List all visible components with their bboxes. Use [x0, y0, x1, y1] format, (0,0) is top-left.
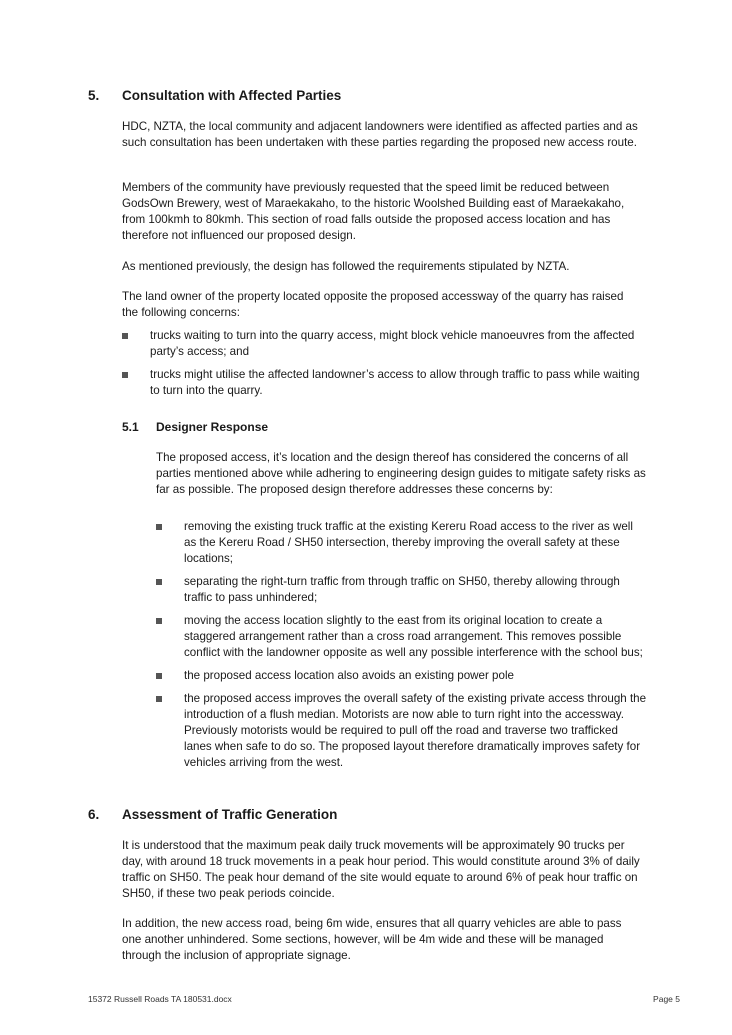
concerns-list [122, 328, 646, 406]
list-item: moving the access location slightly to the east from its original location to create a staggered arrangement rather than a cross road arrangement. This removes possible conflict with the landowner opposite as well any possible interference with the school bus; [156, 613, 648, 661]
list-item: the proposed access improves the overall safety of the existing private access through the introduction of a flush median. Motorists are now able to turn right into the accessway. Previously motorists would be required to pull off the road and traverse two trafficked lanes when safe to do so. The proposed layout therefore dramatically improves safety for vehicles arriving from the west. [156, 691, 648, 771]
section-6-paragraph-2: In addition, the new access road, being 6m wide, ensures that all quarry vehicles are able to pass one another unhindered. Some sections, however, will be 4m wide and these will be managed through the inclusion of appropriate signage. [122, 917, 622, 962]
section-5-paragraph-4: The land owner of the property located opposite the proposed accessway of the quarry has raised the following concerns: [122, 290, 624, 319]
list-item: the proposed access location also avoids an existing power pole [156, 668, 648, 684]
footer-page-number: Page 5 [653, 994, 680, 1004]
section-5-paragraph-2: Members of the community have previously requested that the speed limit be reduced between GodsOwn Brewery, west of Maraekakaho, to the historic Woolshed Building east of Maraekakaho, from 100kmh to 80kmh. This section of road falls outside the proposed access location and has therefore not influenced our proposed design. [122, 181, 625, 242]
section-5-heading [88, 88, 341, 103]
bullet-square-icon [156, 618, 162, 624]
section-5-number: 5. [88, 88, 100, 103]
section-6-title: Assessment of Traffic Generation [122, 807, 338, 822]
bullet-square-icon [156, 696, 162, 702]
section-5-paragraph-1: HDC, NZTA, the local community and adjacent landowners were identified as affected parties and as such consultation has been undertaken with these parties regarding the proposed new access route. [122, 120, 638, 149]
section-5-1-title: Designer Response [156, 420, 269, 434]
section-5-title: Consultation with Affected Parties [122, 88, 342, 103]
section-5-1-heading [122, 420, 268, 434]
section-6-heading [88, 807, 337, 822]
bullet-square-icon [122, 333, 128, 339]
section-5-1-intro: The proposed access, it’s location and the design thereof has considered the concerns of all parties mentioned above while adhering to engineering design guides to mitigate safety risks as far as possible. The proposed design therefore addresses these concerns by: [156, 451, 646, 496]
list-item: separating the right-turn traffic from through traffic on SH50, thereby allowing through traffic to pass unhindered; [156, 574, 648, 606]
list-item: trucks waiting to turn into the quarry access, might block vehicle manoeuvres from the affected party’s access; and [122, 328, 646, 360]
section-5-1-number: 5.1 [122, 420, 139, 434]
bullet-square-icon [156, 579, 162, 585]
bullet-square-icon [156, 524, 162, 530]
list-item: trucks might utilise the affected landowner’s access to allow through traffic to pass while waiting to turn into the quarry. [122, 367, 646, 399]
bullet-square-icon [122, 372, 128, 378]
bullet-square-icon [156, 673, 162, 679]
section-6-paragraph-1: It is understood that the maximum peak daily truck movements will be approximately 90 trucks per day, with around 18 truck movements in a peak hour period. This would constitute around 3% of daily traffic on SH50. The peak hour demand of the site would equate to around 6% of peak hour traffic on SH50, if these two peak periods coincide. [122, 839, 640, 900]
section-6-number: 6. [88, 807, 100, 822]
list-item: removing the existing truck traffic at the existing Kereru Road access to the river as well as the Kereru Road / SH50 intersection, thereby improving the overall safety at these locations; [156, 519, 648, 567]
section-5-paragraph-3: As mentioned previously, the design has followed the requirements stipulated by NZTA. [122, 260, 570, 273]
measures-list [156, 519, 648, 778]
footer-document-name: 15372 Russell Roads TA 180531.docx [88, 994, 232, 1004]
